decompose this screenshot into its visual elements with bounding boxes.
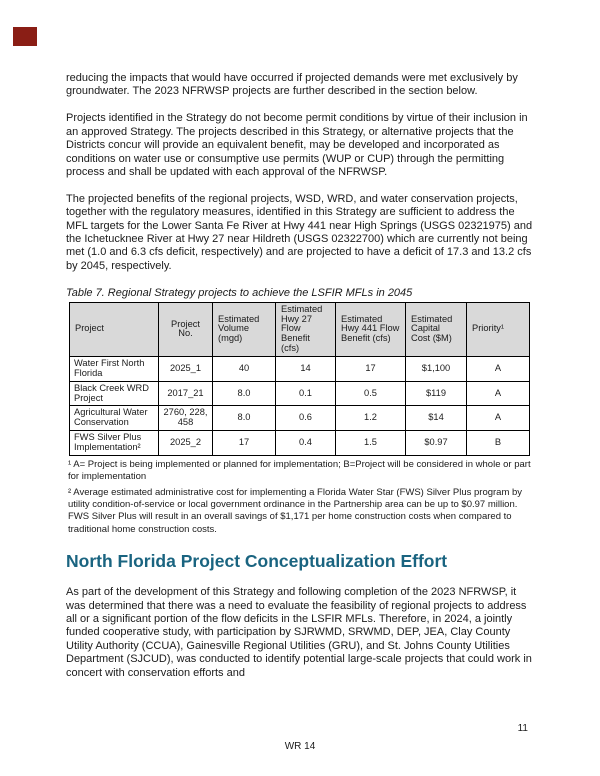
- table-header-cell: Estimated Hwy 27 Flow Benefit (cfs): [276, 302, 336, 356]
- table-row: [70, 357, 530, 382]
- table-cell: Agricultural Water Conservation: [70, 406, 159, 431]
- table-footnote-2: ² Average estimated administrative cost for implementing a Florida Water Star (FWS) Silver Plus program by utility condition-of-service or local government ordinance in the Partnership area can be up to $0.97 million. FWS Silver Plus will result in an overall savings of $1,171 per home construction costs when compared to traditional home construction costs.: [68, 486, 523, 535]
- table-footnote-1: ¹ A= Project is being implemented or planned for implementation; B=Project will be considered in whole or part for implementation: [68, 458, 531, 483]
- table-cell: 8.0: [213, 406, 276, 431]
- table-cell: FWS Silver Plus Implementation²: [70, 431, 159, 456]
- corner-mark: [13, 27, 37, 46]
- table-cell: $119: [406, 381, 467, 406]
- table-row: [70, 406, 530, 431]
- table-cell: $1,100: [406, 357, 467, 382]
- section-heading: North Florida Project Conceptualization Effort: [66, 551, 448, 572]
- table-header-cell: Priority¹: [467, 302, 530, 356]
- table-cell: 2025_2: [159, 431, 213, 456]
- table-header-cell: Estimated Hwy 441 Flow Benefit (cfs): [336, 302, 406, 356]
- body-paragraph: The projected benefits of the regional projects, WSD, WRD, and water conservation projects, together with the regulatory measures, identified in this Strategy are sufficient to address the MFL targets for the Lower Santa Fe River at Hwy 441 near High Springs (USGS 02321975) and the Ichetucknee River at Hwy 27 near Hildreth (USGS 02322700) which are currently not being met (1.0 and 6.3 cfs deficit, respectively) and are projected to have a deficit of 17.3 and 13.2 cfs by 2045, respectively.: [66, 192, 533, 272]
- table-cell: 0.1: [276, 381, 336, 406]
- table-cell: 0.5: [336, 381, 406, 406]
- table-cell: Black Creek WRD Project: [70, 381, 159, 406]
- table-cell: 17: [336, 357, 406, 382]
- table-cell: A: [467, 406, 530, 431]
- table-header-cell: Estimated Capital Cost ($M): [406, 302, 467, 356]
- table-cell: 1.2: [336, 406, 406, 431]
- table-header-row: [70, 302, 530, 356]
- table-header-cell: Project No.: [159, 302, 213, 356]
- table-header-cell: Project: [70, 302, 159, 356]
- table-cell: B: [467, 431, 530, 456]
- table-cell: $14: [406, 406, 467, 431]
- table-cell: A: [467, 381, 530, 406]
- table-caption: Table 7. Regional Strategy projects to achieve the LSFIR MFLs in 2045: [66, 286, 413, 299]
- table-cell: 1.5: [336, 431, 406, 456]
- table-cell: 8.0: [213, 381, 276, 406]
- table-header-cell: Estimated Volume (mgd): [213, 302, 276, 356]
- table-cell: 0.6: [276, 406, 336, 431]
- table-cell: A: [467, 357, 530, 382]
- table-cell: 40: [213, 357, 276, 382]
- table-cell: Water First North Florida: [70, 357, 159, 382]
- table-cell: 2760, 228, 458: [159, 406, 213, 431]
- table-cell: 17: [213, 431, 276, 456]
- table-cell: 2017_21: [159, 381, 213, 406]
- regional-projects-table: [69, 302, 530, 456]
- footer-doc-code: WR 14: [284, 741, 316, 752]
- table-row: [70, 431, 530, 456]
- page-content: [66, 72, 538, 694]
- table-cell: $0.97: [406, 431, 467, 456]
- table-row: [70, 381, 530, 406]
- table-cell: 14: [276, 357, 336, 382]
- body-paragraph: As part of the development of this Strategy and following completion of the 2023 NFRWSP, it was determined that there was a need to evaluate the feasibility of regional projects to address all or a significant portion of the flow deficits in the LSFIR MFLs. Therefore, in 2024, a jointly funded cooperative study, with participation by SJRWMD, SRWMD, DEP, JEA, Clay County Utility Authority (CCUA), Gainesville Regional Utilities (GRU), and St. Johns County Utilities Department (SJCUD), was conducted to identify potential large-scale projects that could work in concert with conservation efforts and: [66, 586, 532, 679]
- table-cell: 2025_1: [159, 357, 213, 382]
- body-paragraph: Projects identified in the Strategy do not become permit conditions by virtue of their inclusion in an approved Strategy. The projects described in this Strategy, or alternative projects that the Districts concur will provide an equivalent benefit, may be developed and incorporated as conditions on water use or consumptive use permits (WUP or CUP) through the permitting process and shall be updated with each approval of the NFRWSP.: [66, 112, 528, 178]
- body-paragraph: reducing the impacts that would have occurred if projected demands were met exclusively by groundwater. The 2023 NFRWSP projects are further described in the section below.: [66, 72, 518, 98]
- table-cell: 0.4: [276, 431, 336, 456]
- page-number: 11: [517, 723, 528, 734]
